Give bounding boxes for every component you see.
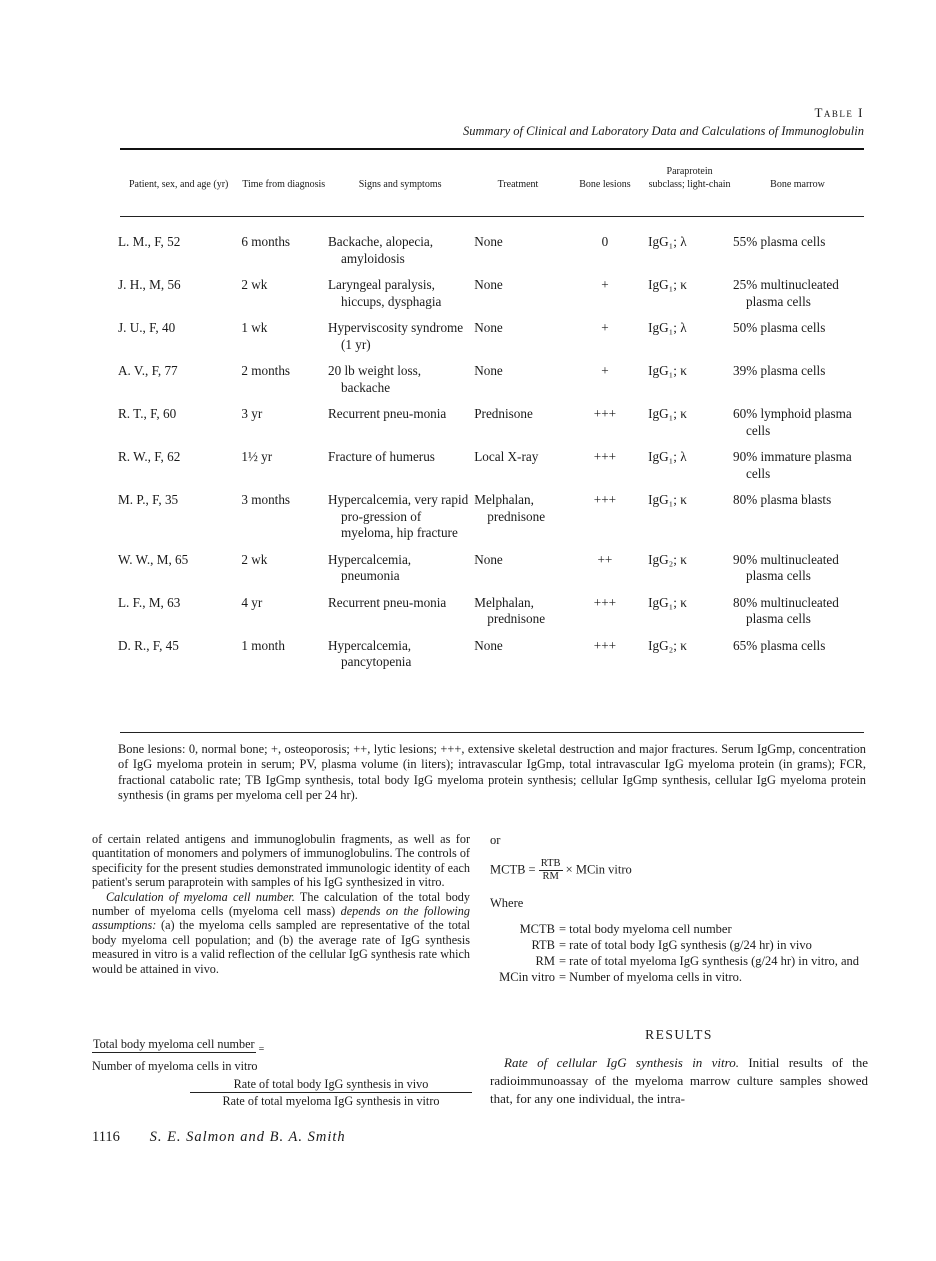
- table-cell: [648, 449, 733, 492]
- table-cell: [564, 595, 648, 638]
- cell-text: None: [474, 551, 503, 567]
- table-cell: [648, 406, 733, 449]
- cell-text: 0: [601, 234, 609, 249]
- definition-text: = Number of myeloma cells in vitro.: [559, 970, 743, 984]
- table-cell: [474, 320, 564, 363]
- cell-text: 80% plasma blasts: [733, 492, 832, 507]
- table-cell: [328, 638, 474, 681]
- cell-text: Hypercalcemia, pancytopenia: [328, 637, 412, 669]
- fraction-right: [190, 1076, 472, 1109]
- cell-text: W. W., M, 65: [118, 551, 189, 567]
- where-label: Where: [490, 896, 524, 910]
- results-heading: RESULTS: [645, 1027, 713, 1042]
- table-cell: [733, 492, 864, 552]
- equation-lhs: MCTB =: [490, 862, 536, 877]
- cell-text: M. P., F, 35: [118, 492, 179, 507]
- table-header-rule: [120, 216, 864, 217]
- cell-text: None: [474, 320, 503, 335]
- cell-text: D. R., F, 45: [118, 637, 179, 653]
- definition-row: [490, 921, 869, 937]
- table-cell: [474, 277, 564, 320]
- table-cell: [648, 638, 733, 681]
- cell-text: 6 months: [241, 234, 291, 249]
- table-cell: [241, 320, 328, 363]
- equation: [490, 858, 632, 883]
- table-row: [118, 492, 864, 552]
- column-header: Treatment: [497, 179, 539, 190]
- definition-text: = rate of total myeloma IgG synthesis (g/24 hr) in vitro, and: [559, 954, 860, 968]
- definition-symbol: RM: [535, 954, 555, 968]
- table-cell: [241, 197, 328, 277]
- definition-symbol: MCin vitro: [499, 970, 555, 984]
- cell-text: ++: [597, 551, 613, 567]
- cell-text: IgG₁; κ: [648, 406, 687, 421]
- table-cell: [474, 638, 564, 681]
- cell-text: None: [474, 363, 503, 378]
- cell-text: +++: [593, 594, 617, 610]
- frac1-numerator: Total body myeloma cell number: [93, 1037, 255, 1051]
- cell-text: None: [474, 234, 503, 249]
- cell-text: 90% immature plasma cells: [733, 449, 852, 481]
- table-cell: [328, 595, 474, 638]
- table-cell: [241, 595, 328, 638]
- table-cell: [241, 363, 328, 406]
- cell-text: IgG₁; λ: [648, 234, 687, 249]
- cell-text: Backache, alopecia, amyloidosis: [328, 234, 434, 266]
- table-cell: [241, 492, 328, 552]
- cell-text: +++: [593, 492, 617, 507]
- table-row: [118, 197, 864, 277]
- table-footnote: Bone lesions: 0, normal bone; +, osteoporosis; ++, lytic lesions; +++, extensive skeletal destruction and major fractures. Serum IgGmp, concentration of IgG myeloma protein in serum; PV, plasma volume (in liters); intravascular IgGmp, total intravascular IgG myeloma protein (in grams); FCR, fractional catabolic rate; TB IgGmp synthesis, total body IgG myeloma protein synthesis; cellular IgGmp synthesis, cellular IgG myeloma protein synthesis (in grams per myeloma cell per 24 hr).: [118, 742, 866, 803]
- table-cell: [733, 638, 864, 681]
- table-cell: [118, 406, 241, 449]
- table-bottom-rule: [120, 732, 864, 733]
- footer-authors: S. E. Salmon and B. A. Smith: [149, 1129, 346, 1145]
- cell-text: 4 yr: [241, 594, 263, 610]
- cell-text: IgG₁; λ: [648, 449, 687, 464]
- table-cell: [328, 363, 474, 406]
- definition-symbol: MCTB: [519, 922, 555, 936]
- table-row: [118, 552, 864, 595]
- section-heading-myeloma-cell-number: Calculation of myeloma cell number.: [106, 889, 295, 904]
- table-cell: [474, 406, 564, 449]
- cell-text: +++: [593, 449, 617, 464]
- table-row: [118, 363, 864, 406]
- table-cell: [241, 277, 328, 320]
- table-row: [118, 320, 864, 363]
- cell-text: +: [601, 320, 609, 335]
- cell-text: +: [601, 363, 609, 378]
- table-cell: [474, 552, 564, 595]
- left-paragraph-2: [92, 890, 470, 976]
- cell-text: 3 yr: [241, 406, 263, 421]
- table-cell: [328, 406, 474, 449]
- table-cell: [328, 277, 474, 320]
- table-cell: [474, 492, 564, 552]
- table-header-row: [118, 165, 864, 197]
- frac2-numerator: Rate of total body IgG synthesis in vivo: [190, 1076, 472, 1093]
- table-cell: [564, 638, 648, 681]
- cell-text: None: [474, 277, 503, 292]
- table-row: [118, 595, 864, 638]
- table-cell: [118, 449, 241, 492]
- table-cell: [328, 552, 474, 595]
- para2-text-a: The calculation of the total body number of myeloma cells (myeloma cell mass): [92, 889, 470, 919]
- frac1-equals: =: [258, 1044, 265, 1055]
- table-cell: [474, 197, 564, 277]
- left-paragraph-1: of certain related antigens and immunoglobulin fragments, as well as for quantitation of monomers and polymers of immunoglobulins. The controls of specificity for the present studies demonstrated immunologic identity of each patient's serum paraprotein with samples of his IgG synthesized in vitro.: [92, 832, 470, 890]
- table-cell: [733, 363, 864, 406]
- table-row: [118, 406, 864, 449]
- column-header: Paraprotein subclass; light-chain: [648, 166, 731, 190]
- table-cell: [564, 197, 648, 277]
- column-header: Time from diagnosis: [242, 179, 326, 190]
- table-caption: Summary of Clinical and Laboratory Data and Calculations of Immunoglobulin: [462, 124, 864, 138]
- table-cell: [564, 277, 648, 320]
- para2-emphasis: depends on the following assumptions:: [92, 904, 470, 933]
- equation-numerator: RTB: [540, 858, 561, 869]
- table-cell: [328, 449, 474, 492]
- table-cell: [564, 320, 648, 363]
- equation-fraction: [539, 858, 563, 883]
- page-footer: [92, 1129, 346, 1146]
- column-header: Patient, sex, and age (yr): [128, 179, 229, 190]
- page-number: 1116: [92, 1129, 120, 1145]
- cell-text: 2 wk: [241, 551, 268, 567]
- results-paragraph: [490, 1054, 868, 1108]
- cell-text: R. T., F, 60: [118, 406, 177, 421]
- or-label: or: [490, 833, 501, 847]
- cell-text: +++: [593, 406, 617, 421]
- cell-text: 20 lb weight loss, backache: [328, 363, 422, 395]
- table-cell: [733, 595, 864, 638]
- cell-text: Recurrent pneu-monia: [328, 406, 447, 421]
- cell-text: Melphalan, prednisone: [474, 594, 546, 626]
- table-cell: [564, 449, 648, 492]
- table-cell: [328, 197, 474, 277]
- definition-symbol: RTB: [531, 938, 555, 952]
- cell-text: A. V., F, 77: [118, 363, 178, 378]
- table-row: [118, 277, 864, 320]
- column-header: Signs and symptoms: [358, 179, 442, 190]
- column-header: Bone lesions: [579, 179, 631, 190]
- table-cell: [118, 552, 241, 595]
- cell-text: IgG₁; κ: [648, 594, 687, 610]
- table-cell: [118, 638, 241, 681]
- table-cell: [648, 595, 733, 638]
- table-label: Table I: [814, 105, 864, 120]
- cell-text: 2 wk: [241, 277, 268, 292]
- table-cell: [118, 492, 241, 552]
- table-cell: [241, 449, 328, 492]
- para2-text-b: (a) the myeloma cells sampled are representative of the total body myeloma cell population; and (b) the average rate of IgG synthesis measured in vitro is a valid reflection of the cellular IgG synthesis rate which would be attained in vivo.: [92, 918, 470, 976]
- results-text: Initial results of the radioimmunoassay of the myeloma marrow culture samples showed that, for any one individual, the intra-: [490, 1055, 869, 1106]
- table-cell: [648, 320, 733, 363]
- definition-text: = total body myeloma cell number: [559, 922, 732, 936]
- table-cell: [474, 595, 564, 638]
- table-cell: [241, 552, 328, 595]
- equation-denominator: RM: [542, 871, 559, 882]
- clinical-data-table: [118, 165, 864, 681]
- cell-text: IgG₂; κ: [648, 551, 687, 567]
- cell-text: Recurrent pneu-monia: [328, 594, 447, 610]
- table-cell: [241, 638, 328, 681]
- cell-text: +: [601, 277, 609, 292]
- cell-text: Laryngeal paralysis, hiccups, dysphagia: [328, 277, 442, 309]
- table-cell: [564, 552, 648, 595]
- cell-text: Melphalan, prednisone: [474, 492, 546, 524]
- cell-text: IgG₁; κ: [648, 492, 687, 507]
- table-cell: [733, 552, 864, 595]
- definition-row: [490, 953, 869, 969]
- cell-text: None: [474, 637, 503, 653]
- cell-text: R. W., F, 62: [118, 449, 181, 464]
- cell-text: Fracture of humerus: [328, 449, 435, 464]
- cell-text: 3 months: [241, 492, 291, 507]
- column-header: Bone marrow: [770, 179, 825, 190]
- cell-text: +++: [593, 637, 617, 653]
- table-row: [118, 638, 864, 681]
- cell-text: 60% lymphoid plasma cells: [733, 406, 852, 438]
- cell-text: 65% plasma cells: [733, 637, 826, 653]
- table-cell: [733, 320, 864, 363]
- table-cell: [733, 449, 864, 492]
- table-cell: [564, 363, 648, 406]
- table-cell: [648, 552, 733, 595]
- definition-row: [490, 937, 869, 953]
- cell-text: 55% plasma cells: [733, 234, 826, 249]
- table-cell: [648, 492, 733, 552]
- definition-text: = rate of total body IgG synthesis (g/24 hr) in vivo: [559, 938, 812, 952]
- cell-text: IgG₁; κ: [648, 363, 687, 378]
- cell-text: Local X-ray: [474, 449, 539, 464]
- table-cell: [648, 363, 733, 406]
- table-cell: [733, 197, 864, 277]
- table-cell: [328, 492, 474, 552]
- results-lead: Rate of cellular IgG synthesis in vitro.: [504, 1055, 739, 1070]
- table-cell: [328, 320, 474, 363]
- table-body: [118, 197, 864, 681]
- cell-text: Hypercalcemia, pneumonia: [328, 551, 412, 583]
- cell-text: IgG₂; κ: [648, 637, 687, 653]
- cell-text: L. F., M, 63: [118, 594, 181, 610]
- table-cell: [733, 277, 864, 320]
- cell-text: 39% plasma cells: [733, 363, 826, 378]
- cell-text: J. U., F, 40: [118, 320, 176, 335]
- table-cell: [564, 406, 648, 449]
- table-cell: [733, 406, 864, 449]
- cell-text: 50% plasma cells: [733, 320, 826, 335]
- frac1-denominator: Number of myeloma cells in vitro: [92, 1059, 258, 1073]
- table-cell: [118, 320, 241, 363]
- definition-row: [490, 969, 869, 985]
- cell-text: 1 month: [241, 637, 285, 653]
- cell-text: 90% multinucleated plasma cells: [733, 551, 839, 583]
- equation-rhs: × MCin vitro: [565, 862, 632, 877]
- table-cell: [118, 197, 241, 277]
- table-cell: [648, 277, 733, 320]
- definitions-list: [490, 921, 869, 985]
- cell-text: 1½ yr: [241, 449, 273, 464]
- table-cell: [118, 363, 241, 406]
- fraction-left: [92, 1036, 264, 1074]
- cell-text: Prednisone: [474, 406, 533, 421]
- cell-text: IgG₁; λ: [648, 320, 687, 335]
- table-cell: [648, 197, 733, 277]
- cell-text: 1 wk: [241, 320, 268, 335]
- cell-text: 2 months: [241, 363, 291, 378]
- table-cell: [474, 449, 564, 492]
- cell-text: Hypercalcemia, very rapid pro-gression of myeloma, hip fracture: [328, 492, 469, 540]
- table-row: [118, 449, 864, 492]
- table-cell: [564, 492, 648, 552]
- table-top-rule: [120, 148, 864, 150]
- frac2-denominator: Rate of total myeloma IgG synthesis in vitro: [222, 1094, 440, 1108]
- cell-text: IgG₁; κ: [648, 277, 687, 292]
- cell-text: L. M., F, 52: [118, 234, 181, 249]
- table-cell: [118, 277, 241, 320]
- table-cell: [474, 363, 564, 406]
- cell-text: Hyperviscosity syndrome (1 yr): [328, 320, 464, 352]
- left-column: [92, 832, 470, 976]
- table-cell: [241, 406, 328, 449]
- table-cell: [118, 595, 241, 638]
- cell-text: J. H., M, 56: [118, 277, 181, 292]
- cell-text: 25% multinucleated plasma cells: [733, 277, 839, 309]
- cell-text: 80% multinucleated plasma cells: [733, 594, 839, 626]
